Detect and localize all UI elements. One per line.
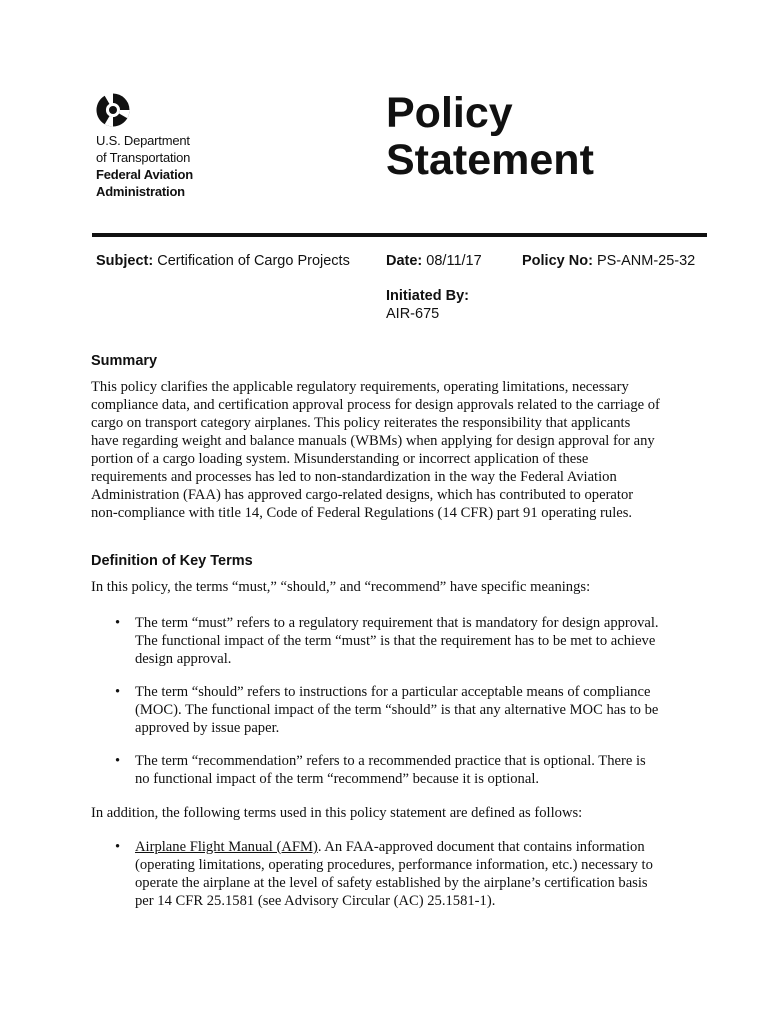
definitions-intro: [91, 578, 691, 596]
summary-line: This policy clarifies the applicable regulatory requirements, operating limitations, necessary: [91, 379, 629, 395]
afm-line-1-rest: . An FAA-approved document that contains information: [317, 839, 645, 855]
document-title: [386, 90, 594, 184]
policy-number-label: Policy No:: [522, 253, 593, 269]
afm-line: per 14 CFR 25.1581 (see Advisory Circular (AC) 25.1581-1).: [135, 893, 496, 909]
definitions-intro-line: In this policy, the terms “must,” “should,” and “recommend” have specific meanings:: [91, 579, 591, 595]
org-line-2: of Transportation: [96, 150, 191, 165]
initiated-by-label: Initiated By:: [386, 288, 469, 304]
subject-value: Certification of Cargo Projects: [157, 253, 350, 269]
definition-line: The term “recommendation” refers to a recommended practice that is optional. There is: [135, 753, 646, 769]
definition-afm: [135, 838, 695, 910]
bullet-icon: •: [115, 684, 121, 700]
org-line-4: Administration: [96, 184, 185, 199]
afm-line: (operating limitations, operating procedures, performance information, etc.) necessary to: [135, 857, 653, 873]
summary-line: Administration (FAA) has approved cargo-related designs, which has contributed to operator: [91, 487, 634, 503]
header-divider: [92, 233, 707, 237]
bullet-icon: •: [115, 839, 121, 855]
bullet-icon: •: [115, 615, 121, 631]
summary-paragraph: [91, 378, 691, 522]
date-label: Date:: [386, 253, 423, 269]
date-field: [386, 252, 482, 270]
afm-line: operate the airplane at the level of safety established by the airplane’s certification basis: [135, 875, 648, 891]
definition-line: approved by issue paper.: [135, 720, 280, 736]
summary-line: have regarding weight and balance manuals (WBMs) when applying for design approval for any: [91, 433, 655, 449]
definition-line: The term “must” refers to a regulatory requirement that is mandatory for design approval.: [135, 615, 659, 631]
subject-field: [96, 252, 350, 270]
summary-line: portion of a cargo loading system. Misunderstanding or incorrect application of these: [91, 451, 589, 467]
subject-label: Subject:: [96, 253, 154, 269]
policy-number-field: [522, 252, 695, 270]
org-line-3: Federal Aviation: [96, 167, 193, 182]
definition-line: (MOC). The functional impact of the term “should” is that any alternative MOC has to be: [135, 702, 659, 718]
initiated-by-field: [386, 287, 469, 323]
definition-line: The functional impact of the term “must” is that the requirement has to be met to achieve: [135, 633, 656, 649]
definitions-heading: Definition of Key Terms: [91, 553, 253, 569]
summary-line: cargo on transport category airplanes. This policy reiterates the responsibility that applicants: [91, 415, 631, 431]
additional-terms-intro: [91, 804, 691, 822]
organization-name: [96, 132, 193, 200]
summary-line: requirements and processes has led to non-standardization in the way the Federal Aviation: [91, 469, 617, 485]
title-line-1: Policy: [386, 89, 513, 137]
dot-logo-icon: [96, 93, 130, 127]
title-line-2: Statement: [386, 136, 594, 184]
summary-line: compliance data, and certification approval process for design approvals related to the carriage of: [91, 397, 660, 413]
org-line-1: U.S. Department: [96, 133, 190, 148]
definition-line: The term “should” refers to instructions for a particular acceptable means of compliance: [135, 684, 651, 700]
summary-heading: Summary: [91, 353, 158, 369]
bullet-icon: •: [115, 753, 121, 769]
afm-line-1: [135, 838, 695, 856]
policy-number-value: PS-ANM-25-32: [596, 253, 696, 269]
definition-line: design approval.: [135, 651, 232, 667]
summary-line: non-compliance with title 14, Code of Federal Regulations (14 CFR) part 91 operating rules.: [91, 505, 633, 521]
definition-recommend: [135, 752, 695, 788]
date-value: 08/11/17: [426, 253, 482, 269]
definition-must: [135, 614, 695, 668]
definition-line: no functional impact of the term “recommend” because it is optional.: [135, 771, 540, 787]
initiated-by-value: AIR-675: [386, 306, 440, 322]
definition-should: [135, 683, 695, 737]
additional-terms-intro-line: In addition, the following terms used in this policy statement are defined as follows:: [91, 805, 583, 821]
afm-term: Airplane Flight Manual (AFM): [135, 839, 318, 855]
